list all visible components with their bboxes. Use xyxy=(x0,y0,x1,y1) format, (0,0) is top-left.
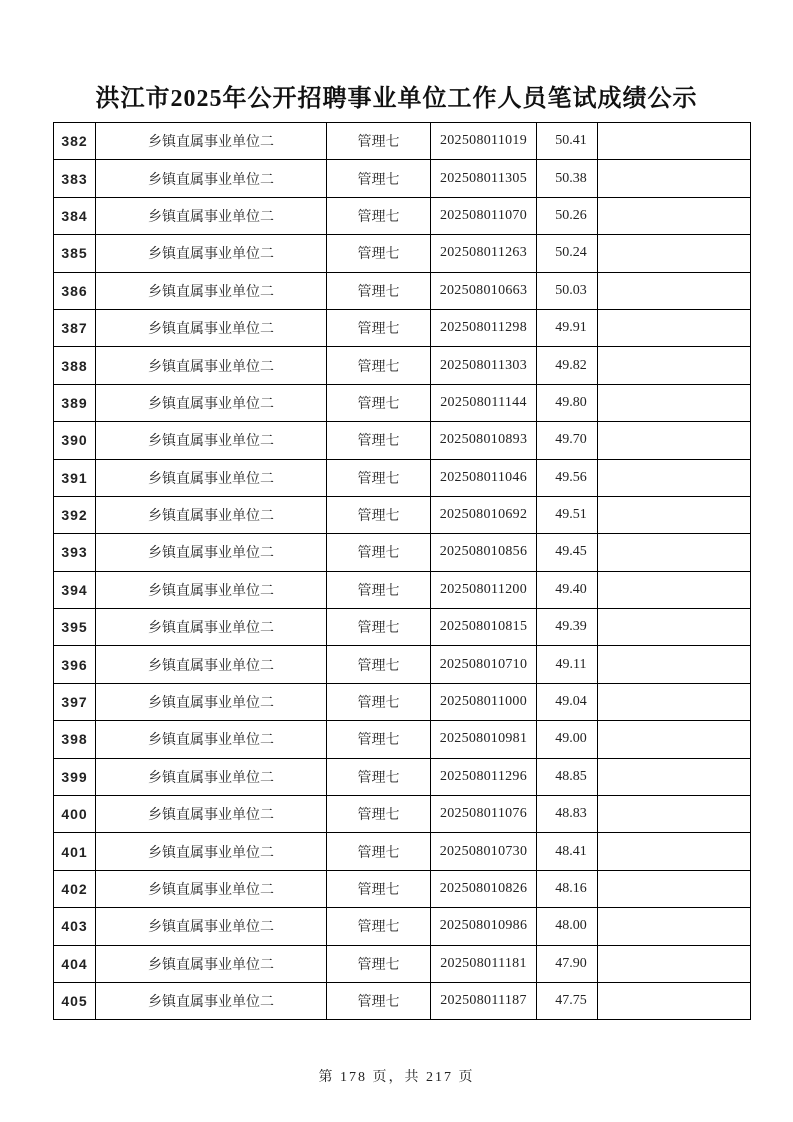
score-cell: 48.83 xyxy=(537,796,598,833)
position-name-cell: 管理七 xyxy=(327,982,431,1019)
remark-cell xyxy=(598,870,751,907)
score-cell: 49.82 xyxy=(537,347,598,384)
row-number-cell: 387 xyxy=(54,309,96,346)
table-row xyxy=(54,796,751,833)
row-number-cell: 403 xyxy=(54,908,96,945)
score-cell: 50.26 xyxy=(537,197,598,234)
table-row xyxy=(54,384,751,421)
unit-name-cell: 乡镇直属事业单位二 xyxy=(96,235,327,272)
exam-number-cell: 202508011200 xyxy=(431,571,537,608)
row-number-cell: 402 xyxy=(54,870,96,907)
row-number-cell: 404 xyxy=(54,945,96,982)
position-name-cell: 管理七 xyxy=(327,721,431,758)
score-cell: 49.91 xyxy=(537,309,598,346)
exam-number-cell: 202508011046 xyxy=(431,459,537,496)
table-row xyxy=(54,309,751,346)
position-name-cell: 管理七 xyxy=(327,945,431,982)
remark-cell xyxy=(598,235,751,272)
remark-cell xyxy=(598,833,751,870)
remark-cell xyxy=(598,721,751,758)
exam-number-cell: 202508010826 xyxy=(431,870,537,907)
position-name-cell: 管理七 xyxy=(327,160,431,197)
unit-name-cell: 乡镇直属事业单位二 xyxy=(96,908,327,945)
score-cell: 49.39 xyxy=(537,609,598,646)
row-number-cell: 396 xyxy=(54,646,96,683)
position-name-cell: 管理七 xyxy=(327,123,431,160)
table-row xyxy=(54,422,751,459)
remark-cell xyxy=(598,496,751,533)
row-number-cell: 386 xyxy=(54,272,96,309)
position-name-cell: 管理七 xyxy=(327,272,431,309)
position-name-cell: 管理七 xyxy=(327,235,431,272)
unit-name-cell: 乡镇直属事业单位二 xyxy=(96,384,327,421)
table-row xyxy=(54,571,751,608)
row-number-cell: 392 xyxy=(54,496,96,533)
unit-name-cell: 乡镇直属事业单位二 xyxy=(96,123,327,160)
row-number-cell: 390 xyxy=(54,422,96,459)
row-number-cell: 394 xyxy=(54,571,96,608)
row-number-cell: 393 xyxy=(54,534,96,571)
remark-cell xyxy=(598,197,751,234)
score-cell: 48.16 xyxy=(537,870,598,907)
table-row xyxy=(54,982,751,1019)
table-row xyxy=(54,272,751,309)
unit-name-cell: 乡镇直属事业单位二 xyxy=(96,796,327,833)
position-name-cell: 管理七 xyxy=(327,496,431,533)
unit-name-cell: 乡镇直属事业单位二 xyxy=(96,534,327,571)
remark-cell xyxy=(598,123,751,160)
position-name-cell: 管理七 xyxy=(327,422,431,459)
row-number-cell: 384 xyxy=(54,197,96,234)
position-name-cell: 管理七 xyxy=(327,309,431,346)
exam-number-cell: 202508011296 xyxy=(431,758,537,795)
remark-cell xyxy=(598,758,751,795)
unit-name-cell: 乡镇直属事业单位二 xyxy=(96,422,327,459)
unit-name-cell: 乡镇直属事业单位二 xyxy=(96,272,327,309)
exam-number-cell: 202508011019 xyxy=(431,123,537,160)
unit-name-cell: 乡镇直属事业单位二 xyxy=(96,609,327,646)
row-number-cell: 382 xyxy=(54,123,96,160)
exam-number-cell: 202508010856 xyxy=(431,534,537,571)
score-cell: 49.11 xyxy=(537,646,598,683)
exam-number-cell: 202508011305 xyxy=(431,160,537,197)
exam-number-cell: 202508011181 xyxy=(431,945,537,982)
unit-name-cell: 乡镇直属事业单位二 xyxy=(96,347,327,384)
unit-name-cell: 乡镇直属事业单位二 xyxy=(96,646,327,683)
table-row xyxy=(54,833,751,870)
position-name-cell: 管理七 xyxy=(327,609,431,646)
score-cell: 50.41 xyxy=(537,123,598,160)
unit-name-cell: 乡镇直属事业单位二 xyxy=(96,496,327,533)
table-row xyxy=(54,908,751,945)
exam-number-cell: 202508010710 xyxy=(431,646,537,683)
position-name-cell: 管理七 xyxy=(327,870,431,907)
row-number-cell: 388 xyxy=(54,347,96,384)
unit-name-cell: 乡镇直属事业单位二 xyxy=(96,197,327,234)
position-name-cell: 管理七 xyxy=(327,347,431,384)
exam-number-cell: 202508010692 xyxy=(431,496,537,533)
unit-name-cell: 乡镇直属事业单位二 xyxy=(96,945,327,982)
remark-cell xyxy=(598,796,751,833)
unit-name-cell: 乡镇直属事业单位二 xyxy=(96,571,327,608)
table-row xyxy=(54,123,751,160)
row-number-cell: 398 xyxy=(54,721,96,758)
table-row xyxy=(54,496,751,533)
remark-cell xyxy=(598,534,751,571)
table-row xyxy=(54,160,751,197)
unit-name-cell: 乡镇直属事业单位二 xyxy=(96,459,327,496)
unit-name-cell: 乡镇直属事业单位二 xyxy=(96,309,327,346)
remark-cell xyxy=(598,422,751,459)
remark-cell xyxy=(598,384,751,421)
remark-cell xyxy=(598,347,751,384)
row-number-cell: 397 xyxy=(54,683,96,720)
scores-table-body xyxy=(54,123,751,1020)
unit-name-cell: 乡镇直属事业单位二 xyxy=(96,833,327,870)
unit-name-cell: 乡镇直属事业单位二 xyxy=(96,683,327,720)
position-name-cell: 管理七 xyxy=(327,833,431,870)
position-name-cell: 管理七 xyxy=(327,646,431,683)
score-cell: 50.24 xyxy=(537,235,598,272)
position-name-cell: 管理七 xyxy=(327,796,431,833)
remark-cell xyxy=(598,609,751,646)
exam-number-cell: 202508011263 xyxy=(431,235,537,272)
exam-number-cell: 202508010815 xyxy=(431,609,537,646)
table-row xyxy=(54,197,751,234)
table-row xyxy=(54,459,751,496)
exam-number-cell: 202508011187 xyxy=(431,982,537,1019)
score-cell: 48.85 xyxy=(537,758,598,795)
exam-number-cell: 202508011144 xyxy=(431,384,537,421)
position-name-cell: 管理七 xyxy=(327,534,431,571)
remark-cell xyxy=(598,646,751,683)
exam-number-cell: 202508010893 xyxy=(431,422,537,459)
row-number-cell: 385 xyxy=(54,235,96,272)
remark-cell xyxy=(598,908,751,945)
table-row xyxy=(54,870,751,907)
row-number-cell: 405 xyxy=(54,982,96,1019)
table-row xyxy=(54,683,751,720)
remark-cell xyxy=(598,309,751,346)
position-name-cell: 管理七 xyxy=(327,197,431,234)
scores-table xyxy=(53,122,751,1020)
score-cell: 49.40 xyxy=(537,571,598,608)
exam-number-cell: 202508010986 xyxy=(431,908,537,945)
remark-cell xyxy=(598,571,751,608)
page-title: 洪江市2025年公开招聘事业单位工作人员笔试成绩公示 xyxy=(95,86,698,112)
row-number-cell: 391 xyxy=(54,459,96,496)
position-name-cell: 管理七 xyxy=(327,459,431,496)
remark-cell xyxy=(598,160,751,197)
row-number-cell: 401 xyxy=(54,833,96,870)
position-name-cell: 管理七 xyxy=(327,908,431,945)
unit-name-cell: 乡镇直属事业单位二 xyxy=(96,982,327,1019)
score-cell: 47.90 xyxy=(537,945,598,982)
unit-name-cell: 乡镇直属事业单位二 xyxy=(96,758,327,795)
table-row xyxy=(54,235,751,272)
exam-number-cell: 202508010663 xyxy=(431,272,537,309)
table-row xyxy=(54,758,751,795)
unit-name-cell: 乡镇直属事业单位二 xyxy=(96,160,327,197)
table-row xyxy=(54,609,751,646)
table-row xyxy=(54,646,751,683)
unit-name-cell: 乡镇直属事业单位二 xyxy=(96,870,327,907)
position-name-cell: 管理七 xyxy=(327,384,431,421)
score-cell: 50.38 xyxy=(537,160,598,197)
score-cell: 47.75 xyxy=(537,982,598,1019)
exam-number-cell: 202508010730 xyxy=(431,833,537,870)
remark-cell xyxy=(598,272,751,309)
unit-name-cell: 乡镇直属事业单位二 xyxy=(96,721,327,758)
score-cell: 50.03 xyxy=(537,272,598,309)
row-number-cell: 400 xyxy=(54,796,96,833)
score-cell: 49.51 xyxy=(537,496,598,533)
row-number-cell: 383 xyxy=(54,160,96,197)
position-name-cell: 管理七 xyxy=(327,683,431,720)
table-row xyxy=(54,347,751,384)
remark-cell xyxy=(598,982,751,1019)
table-row xyxy=(54,945,751,982)
exam-number-cell: 202508011076 xyxy=(431,796,537,833)
exam-number-cell: 202508011303 xyxy=(431,347,537,384)
exam-number-cell: 202508011298 xyxy=(431,309,537,346)
score-cell: 49.04 xyxy=(537,683,598,720)
page-number: 第 178 页，共 217 页 xyxy=(318,1070,475,1085)
table-row xyxy=(54,721,751,758)
score-cell: 48.41 xyxy=(537,833,598,870)
score-cell: 49.00 xyxy=(537,721,598,758)
position-name-cell: 管理七 xyxy=(327,571,431,608)
score-cell: 48.00 xyxy=(537,908,598,945)
exam-number-cell: 202508011070 xyxy=(431,197,537,234)
score-cell: 49.70 xyxy=(537,422,598,459)
position-name-cell: 管理七 xyxy=(327,758,431,795)
score-cell: 49.45 xyxy=(537,534,598,571)
exam-number-cell: 202508010981 xyxy=(431,721,537,758)
row-number-cell: 399 xyxy=(54,758,96,795)
exam-number-cell: 202508011000 xyxy=(431,683,537,720)
score-cell: 49.56 xyxy=(537,459,598,496)
remark-cell xyxy=(598,683,751,720)
score-cell: 49.80 xyxy=(537,384,598,421)
table-row xyxy=(54,534,751,571)
row-number-cell: 389 xyxy=(54,384,96,421)
remark-cell xyxy=(598,945,751,982)
remark-cell xyxy=(598,459,751,496)
row-number-cell: 395 xyxy=(54,609,96,646)
